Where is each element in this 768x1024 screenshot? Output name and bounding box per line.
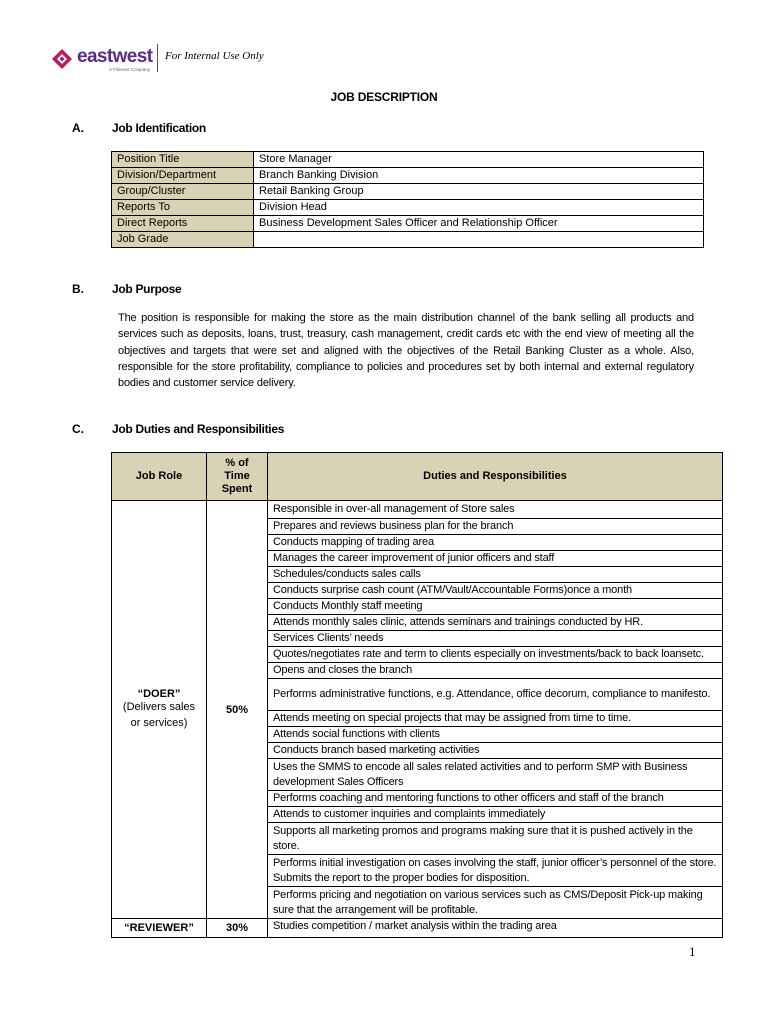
duty-item: Opens and closes the branch: [268, 663, 723, 679]
logo-subtext: A Filinvest Company: [109, 67, 151, 72]
table-row: [112, 184, 704, 200]
doer-time-percent: 50%: [207, 501, 268, 919]
duty-item: Attends to customer inquiries and complaints immediately: [268, 807, 723, 823]
duty-item: Attends social functions with clients: [268, 727, 723, 743]
duties-table: [111, 452, 723, 938]
table-row: [112, 216, 704, 232]
logo-wordmark: eastwest: [77, 46, 153, 67]
position-title-value: Store Manager: [254, 152, 704, 168]
table-row: [112, 232, 704, 248]
group-label: Group/Cluster: [112, 184, 254, 200]
duty-item: Performs coaching and mentoring functions to other officers and staff of the branch: [268, 791, 723, 807]
direct-reports-value: Business Development Sales Officer and Relationship Officer: [254, 216, 704, 232]
duty-item: Quotes/negotiates rate and term to clients especially on investments/back to back loansetc.: [268, 647, 723, 663]
direct-reports-label: Direct Reports: [112, 216, 254, 232]
table-row: [112, 200, 704, 216]
section-c-letter: C.: [72, 422, 84, 436]
section-b-title: Job Purpose: [112, 282, 182, 296]
table-row: [112, 501, 723, 519]
duty-item: Conducts mapping of trading area: [268, 535, 723, 551]
section-c-title: Job Duties and Responsibilities: [112, 422, 285, 436]
page-number: 1: [689, 944, 696, 959]
duty-item: Studies competition / market analysis within the trading area: [268, 919, 723, 938]
duties-header: Duties and Responsibilities: [268, 453, 723, 501]
duty-item: Prepares and reviews business plan for the branch: [268, 519, 723, 535]
job-role-header: Job Role: [112, 453, 207, 501]
duty-item: Manages the career improvement of junior officers and staff: [268, 551, 723, 567]
division-label: Division/Department: [112, 168, 254, 184]
duty-item: Supports all marketing promos and programs making sure that it is pushed actively in the store.: [268, 823, 723, 855]
table-row: [112, 168, 704, 184]
job-grade-label: Job Grade: [112, 232, 254, 248]
doer-role-cell: [112, 501, 207, 919]
duty-item: Performs pricing and negotiation on various services such as CMS/Deposit Pick-up making sure that the arrangement will be profitable.: [268, 887, 723, 919]
section-b-letter: B.: [72, 282, 84, 296]
job-grade-value: [254, 232, 704, 248]
reports-to-label: Reports To: [112, 200, 254, 216]
eastwest-logo: [51, 46, 161, 74]
duty-item: Attends monthly sales clinic, attends seminars and trainings conducted by HR.: [268, 615, 723, 631]
table-row: [112, 919, 723, 938]
duty-item: Performs initial investigation on cases involving the staff, junior officer’s personnel of the store. Submits the report to the proper bodies for disposition.: [268, 855, 723, 887]
job-purpose-text: The position is responsible for making the store as the main distribution channel of the bank selling all products and services such as deposits, loans, trust, treasury, cash management, credit cards etc with the end view of meeting all the objectives and targets that were set and aligned with the objectives of the Retail Banking Cluster as a whole. Also, responsible for the store profitability, compliance to policies and procedures set by both internal and external regulatory bodies and customer service delivery.: [118, 312, 694, 390]
duty-item: Conducts Monthly staff meeting: [268, 599, 723, 615]
job-identification-table: [111, 151, 704, 248]
document-title: JOB DESCRIPTION: [330, 90, 438, 104]
duty-item: Conducts surprise cash count (ATM/Vault/Accountable Forms)once a month: [268, 583, 723, 599]
duty-item: Performs administrative functions, e.g. Attendance, office decorum, compliance to manifesto.: [268, 679, 723, 711]
division-value: Branch Banking Division: [254, 168, 704, 184]
section-a-title: Job Identification: [112, 121, 206, 135]
doer-role-name: “DOER”: [137, 688, 181, 700]
diamond-logo-icon: [51, 48, 73, 70]
group-value: Retail Banking Group: [254, 184, 704, 200]
position-title-label: Position Title: [112, 152, 254, 168]
duty-item: Schedules/conducts sales calls: [268, 567, 723, 583]
duty-item: Services Clients’ needs: [268, 631, 723, 647]
duty-item: Uses the SMMS to encode all sales related activities and to perform SMP with Business development Sales Officers: [268, 759, 723, 791]
time-spent-header: % of Time Spent: [207, 453, 268, 501]
duty-item: Attends meeting on special projects that may be assigned from time to time.: [268, 711, 723, 727]
doer-role-description: (Delivers sales or services): [122, 701, 196, 729]
header-divider: [157, 44, 158, 72]
reviewer-role-name: “REVIEWER”: [112, 919, 207, 938]
table-row: [112, 152, 704, 168]
duty-item: Responsible in over-all management of Store sales: [268, 501, 723, 519]
internal-use-note: For Internal Use Only: [165, 50, 264, 62]
reports-to-value: Division Head: [254, 200, 704, 216]
reviewer-time-percent: 30%: [207, 919, 268, 938]
duty-item: Conducts branch based marketing activities: [268, 743, 723, 759]
section-a-letter: A.: [72, 121, 84, 135]
table-header-row: [112, 453, 723, 501]
